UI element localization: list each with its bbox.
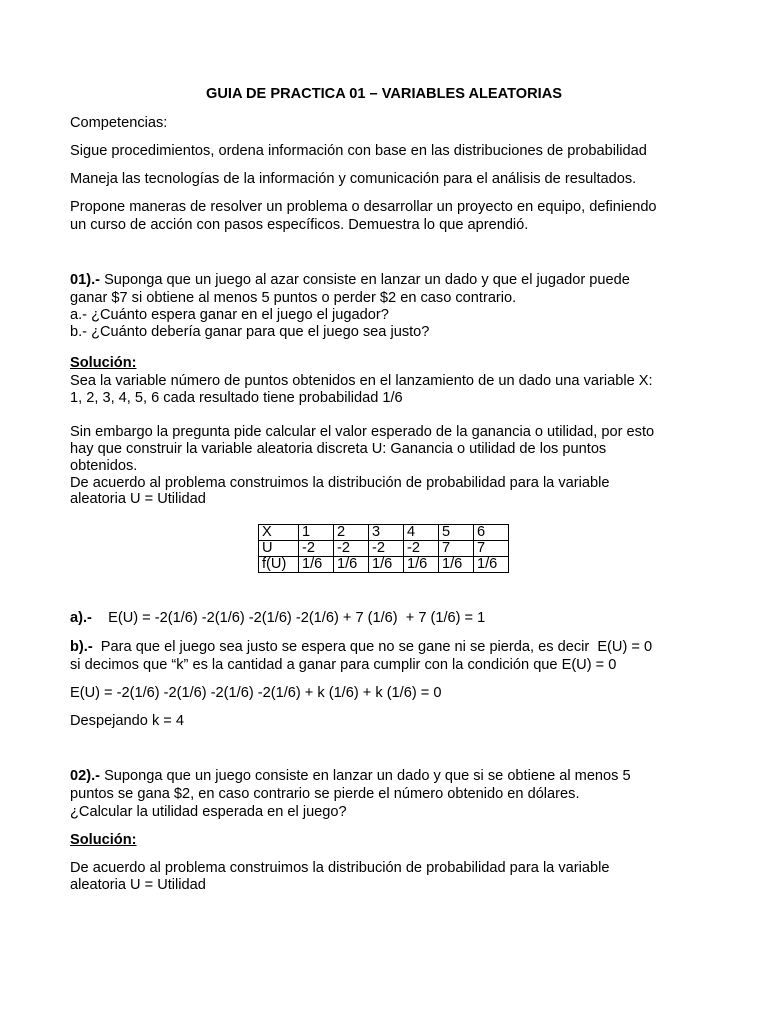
competencia-item-2: Maneja las tecnologías de la información y comunicación para el análisis de resultados. [70, 171, 637, 187]
table-cell: 3 [369, 525, 404, 541]
question-2-text: Suponga que un juego consiste en lanzar un dado y que si se obtiene al menos 5 [100, 768, 631, 784]
table-cell: U [259, 541, 299, 557]
table-cell: 1/6 [439, 557, 474, 573]
competencia-item-3-cont: un curso de acción con pasos específicos. Demuestra lo que aprendió. [70, 217, 529, 233]
answer-b-equation: E(U) = -2(1/6) -2(1/6) -2(1/6) -2(1/6) + k (1/6) + k (1/6) = 0 [70, 685, 442, 701]
question-1-part-a: a.- ¿Cuánto espera ganar en el juego el jugador? [70, 307, 389, 323]
answer-b-line-1 [70, 639, 652, 656]
table-cell: X [259, 525, 299, 541]
table-cell: 1/6 [299, 557, 334, 573]
table-cell: 1/6 [334, 557, 369, 573]
question-2-number: 02).- [70, 768, 101, 784]
answer-a-text: E(U) = -2(1/6) -2(1/6) -2(1/6) -2(1/6) + 7 (1/6) + 7 (1/6) = 1 [91, 610, 486, 626]
question-1-text: Suponga que un juego al azar consiste en lanzar un dado y que el jugador puede [100, 272, 630, 288]
competencias-heading: Competencias: [70, 115, 168, 131]
answer-b-line-2: si decimos que “k” es la cantidad a ganar para cumplir con la condición que E(U) = 0 [70, 657, 617, 673]
answer-a [70, 610, 485, 627]
answer-b-result: Despejando k = 4 [70, 713, 184, 729]
table-cell: 7 [474, 541, 509, 557]
table-cell: -2 [299, 541, 334, 557]
solution-1-line-7: aleatoria U = Utilidad [70, 491, 206, 507]
table-cell: -2 [334, 541, 369, 557]
table-row-x [259, 525, 509, 541]
solution-2-line-1: De acuerdo al problema construimos la distribución de probabilidad para la variable [70, 860, 610, 876]
solution-1-line-6: De acuerdo al problema construimos la distribución de probabilidad para la variable [70, 475, 610, 491]
competencia-item-1: Sigue procedimientos, ordena información con base en las distribuciones de probabilidad [70, 143, 647, 159]
question-1-line-1 [70, 272, 630, 289]
solution-1-line-3: Sin embargo la pregunta pide calcular el valor esperado de la ganancia o utilidad, por esto [70, 424, 655, 440]
table-cell: -2 [404, 541, 439, 557]
solution-1-label: Solución: [70, 355, 137, 371]
table-cell: -2 [369, 541, 404, 557]
table-cell: 4 [404, 525, 439, 541]
solution-1-line-2: 1, 2, 3, 4, 5, 6 cada resultado tiene probabilidad 1/6 [70, 390, 403, 406]
table-row-fu [259, 557, 509, 573]
question-2-line-1 [70, 768, 631, 785]
solution-2-line-2: aleatoria U = Utilidad [70, 877, 206, 893]
table-row-u [259, 541, 509, 557]
question-1-number: 01).- [70, 272, 101, 288]
solution-1-line-1: Sea la variable número de puntos obtenidos en el lanzamiento de un dado una variable X: [70, 373, 653, 389]
question-1-line-2: ganar $7 si obtiene al menos 5 puntos o perder $2 en caso contrario. [70, 290, 517, 306]
table-cell: 2 [334, 525, 369, 541]
probability-distribution-table [258, 524, 509, 573]
solution-1-line-4: hay que construir la variable aleatoria discreta U: Ganancia o utilidad de los puntos [70, 441, 607, 457]
table-cell: 6 [474, 525, 509, 541]
question-2-line-3: ¿Calcular la utilidad esperada en el juego? [70, 804, 347, 820]
document-title: GUIA DE PRACTICA 01 – VARIABLES ALEATORIAS [206, 86, 562, 102]
solution-1-line-5: obtenidos. [70, 458, 138, 474]
question-2-line-2: puntos se gana $2, en caso contrario se pierde el número obtenido en dólares. [70, 786, 580, 802]
solution-2-label: Solución: [70, 832, 137, 848]
question-1-part-b: b.- ¿Cuánto debería ganar para que el juego sea justo? [70, 324, 430, 340]
answer-a-label: a).- [70, 610, 92, 626]
table-cell: 1 [299, 525, 334, 541]
table-cell: 7 [439, 541, 474, 557]
table-cell: 1/6 [404, 557, 439, 573]
table-cell: 1/6 [369, 557, 404, 573]
competencia-item-3: Propone maneras de resolver un problema o desarrollar un proyecto en equipo, definiendo [70, 199, 657, 215]
answer-b-label: b).- [70, 639, 93, 655]
table-cell: f(U) [259, 557, 299, 573]
table-cell: 5 [439, 525, 474, 541]
table-cell: 1/6 [474, 557, 509, 573]
answer-b-text: Para que el juego sea justo se espera que no se gane ni se pierda, es decir E(U) = 0 [92, 639, 653, 655]
